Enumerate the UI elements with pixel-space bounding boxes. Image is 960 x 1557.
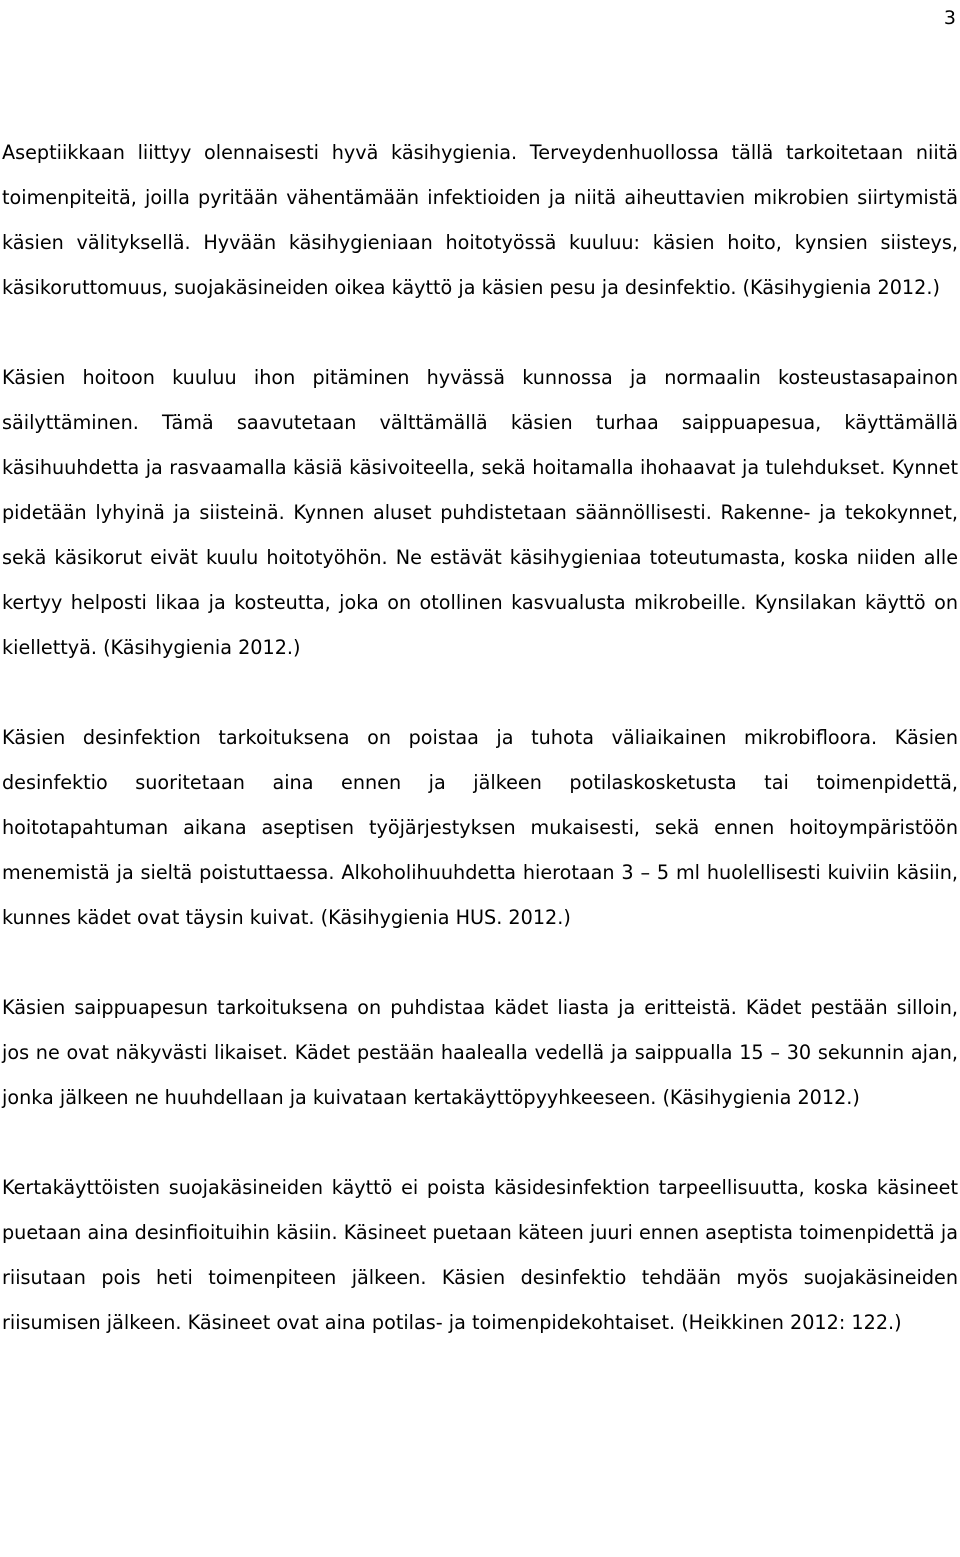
paragraph-hand-care: Käsien hoitoon kuuluu ihon pitäminen hyvässä kunnossa ja normaalin kosteustasapainon säilyttäminen. Tämä saavutetaan välttämällä käsien turhaa saippuapesua, käyttämällä käsihuuhdetta ja rasvaamalla käsiä käsivoiteella, sekä hoitamalla ihohaavat ja tulehdukset. Kynnet pidetään lyhyinä ja siisteinä. Kynnen aluset puhdistetaan säännöllisesti. Rakenne- ja tekokynnet, sekä käsikorut eivät kuulu hoitotyöhön. Ne estävät käsihygieniaa toteutumasta, koska niiden alle kertyy helposti likaa ja kosteutta, joka on otollinen kasvualusta mikrobeille. Kynsilakan käyttö on kiellettyä. (Käsihygienia 2012.) bbox=[2, 366, 958, 659]
paragraph-hand-disinfection: Käsien desinfektion tarkoituksena on poistaa ja tuhota väliaikainen mikrobifloora. Käsien desinfektio suoritetaan aina ennen ja jälkeen potilaskosketusta tai toimenpidettä, hoitotapahtuman aikana aseptisen työjärjestyksen mukaisesti, sekä ennen hoitoympäristöön menemistä ja sieltä poistuttaessa. Alkoholihuuhdetta hierotaan 3 – 5 ml huolellisesti kuiviin käsiin, kunnes kädet ovat täysin kuivat. (Käsihygienia HUS. 2012.) bbox=[2, 726, 958, 929]
page-number: 3 bbox=[943, 7, 956, 29]
document-body bbox=[2, 130, 958, 1345]
paragraph-hand-hygiene-intro: Aseptiikkaan liittyy olennaisesti hyvä käsihygienia. Terveydenhuollossa tällä tarkoitetaan niitä toimenpiteitä, joilla pyritään vähentämään infektioiden ja niitä aiheuttavien mikrobien siirtymistä käsien välityksellä. Hyvään käsihygieniaan hoitotyössä kuuluu: käsien hoito, kynsien siisteys, käsikoruttomuus, suojakäsineiden oikea käyttö ja käsien pesu ja desinfektio. (Käsihygienia 2012.) bbox=[2, 141, 958, 299]
paragraph-hand-washing: Käsien saippuapesun tarkoituksena on puhdistaa kädet liasta ja eritteistä. Kädet pestään silloin, jos ne ovat näkyvästi likaiset. Kädet pestään haalealla vedellä ja saippualla 15 – 30 sekunnin ajan, jonka jälkeen ne huuhdellaan ja kuivataan kertakäyttöpyyhkeeseen. (Käsihygienia 2012.) bbox=[2, 996, 958, 1109]
paragraph-protective-gloves: Kertakäyttöisten suojakäsineiden käyttö ei poista käsidesinfektion tarpeellisuutta, koska käsineet puetaan aina desinfioituihin käsiin. Käsineet puetaan käteen juuri ennen aseptista toimenpidettä ja riisutaan pois heti toimenpiteen jälkeen. Käsien desinfektio tehdään myös suojakäsineiden riisumisen jälkeen. Käsineet ovat aina potilas- ja toimenpidekohtaiset. (Heikkinen 2012: 122.) bbox=[2, 1176, 958, 1334]
